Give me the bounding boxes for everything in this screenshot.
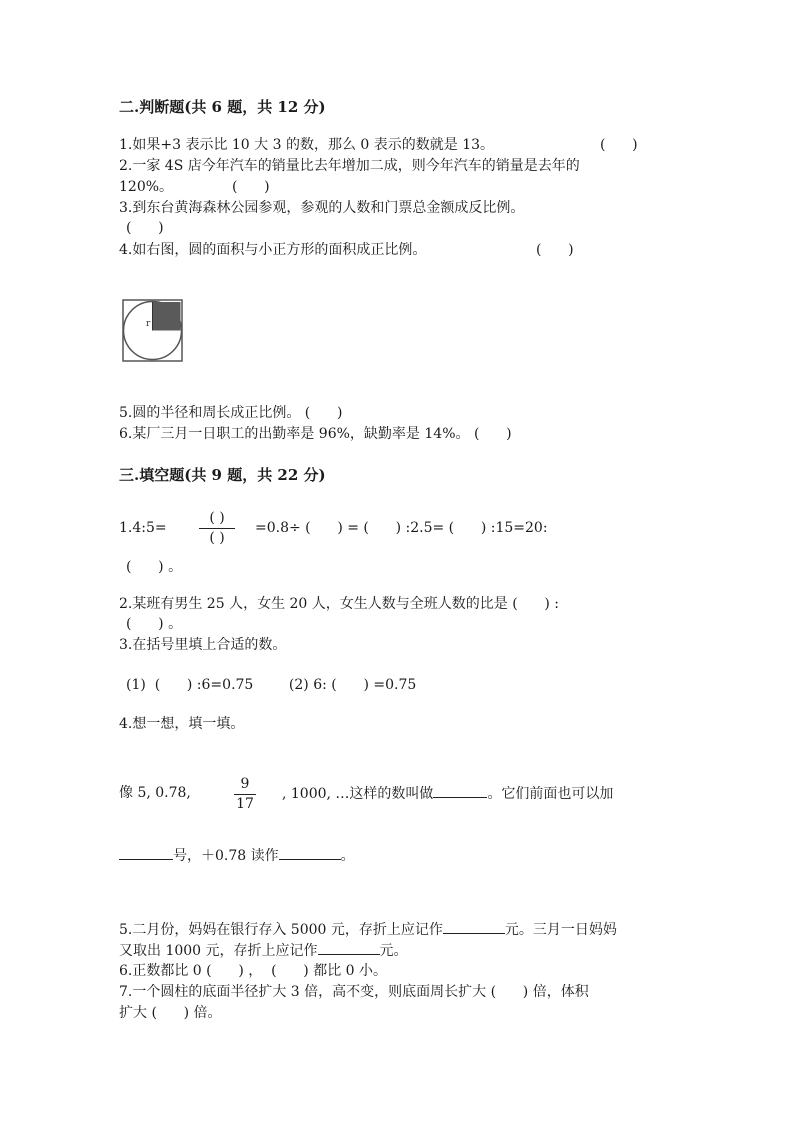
- fill-q4-line2: [119, 845, 355, 866]
- fill-q4-blank-1[interactable]: [433, 783, 487, 798]
- small-shaded-square: [153, 302, 181, 331]
- judge-q3-line1: 3.到东台黄海森林公园参观，参观的人数和门票总金额成反比例。: [119, 200, 525, 216]
- radius-label: r: [146, 319, 151, 329]
- fill-q5-blank-2[interactable]: [318, 940, 380, 955]
- fill-q4-text2a: , 1000, …这样的数叫做: [282, 786, 434, 802]
- fill-q1-rest: =0.8÷ ( ) = ( ) :2.5= ( ) :15=20:: [255, 520, 548, 536]
- fill-q4-fraction: [234, 776, 256, 813]
- fill-q4: 4.想一想，填一填。: [119, 716, 245, 732]
- fill-q5-line2: [119, 940, 408, 961]
- judge-q2-answer-paren[interactable]: ( ): [232, 179, 270, 195]
- fill-q1-tail: ( ) 。: [126, 559, 183, 575]
- judge-q2-line1: 2.一家 4S 店今年汽车的销量比去年增加二成，则今年汽车的销量是去年的: [119, 158, 580, 174]
- fill-q5-text2: 元。三月一日妈妈: [504, 922, 617, 938]
- fill-q3: 3.在括号里填上合适的数。: [119, 637, 287, 653]
- fill-q7-line2: 扩大 ( ) 倍。: [119, 1005, 222, 1021]
- judge-q3-answer-paren[interactable]: ( ): [126, 220, 164, 236]
- fill-q4-text3: 号，＋0.78 读作: [173, 848, 279, 864]
- fill-q2-line1: 2.某班有男生 25 人，女生 20 人，女生人数与全班人数的比是 ( ) :: [119, 596, 560, 612]
- fill-q1-fraction[interactable]: [199, 510, 235, 547]
- fill-q3-subquestions: (1) ( ) :6=0.75 (2) 6: ( ) =0.75: [126, 677, 417, 693]
- section2-title: 二.判断题(共 6 题，共 12 分): [119, 98, 326, 116]
- judge-q6: 6.某厂三月一日职工的出勤率是 96%，缺勤率是 14%。 ( ): [119, 426, 512, 442]
- judge-q1-answer-paren[interactable]: ( ): [600, 137, 638, 153]
- fill-q2-line2: ( ) 。: [126, 616, 183, 632]
- fill-q1-fraction-denominator: ( ): [209, 530, 225, 546]
- judge-q1: 1.如果+3 表示比 10 大 3 的数，那么 0 表示的数就是 13。: [119, 137, 495, 153]
- fill-q1-prefix: 1.4:5=: [119, 520, 167, 536]
- fill-q7-line1: 7.一个圆柱的底面半径扩大 3 倍，高不变，则底面周长扩大 ( ) 倍，体积: [119, 984, 589, 1000]
- fill-q4-text1: 像 5, 0.78,: [119, 785, 191, 801]
- judge-q2-line2: 120%。: [119, 179, 174, 195]
- fraction-bar: [199, 528, 235, 529]
- judge-q5: 5.圆的半径和周长成正比例。 ( ): [119, 405, 343, 421]
- fill-q5-text3: 又取出 1000 元，存折上应记作: [119, 943, 318, 959]
- fill-q5-line1: [119, 919, 617, 940]
- fill-q4-fraction-denominator: 17: [236, 796, 254, 812]
- fraction-bar: [234, 794, 256, 795]
- fill-q4-blank-2[interactable]: [119, 845, 173, 860]
- fill-q4-text4: 。: [340, 848, 355, 864]
- fill-q4-text2b: 。它们前面也可以加: [487, 786, 614, 802]
- fill-q1-fraction-numerator: ( ): [209, 510, 225, 526]
- circle-square-figure: [119, 294, 187, 366]
- fill-q5-text4: 元。: [379, 943, 408, 959]
- fill-q4-text2: [282, 783, 613, 804]
- section3-title: 三.填空题(共 9 题，共 22 分): [119, 466, 326, 484]
- fill-q6: 6.正数都比 0 ( ) ， ( ) 都比 0 小。: [119, 963, 388, 979]
- fill-q5-blank-1[interactable]: [443, 919, 505, 934]
- fill-q5-text1: 5.二月份，妈妈在银行存入 5000 元，存折上应记作: [119, 922, 443, 938]
- judge-q4: 4.如右图，圆的面积与小正方形的面积成正比例。: [119, 242, 427, 258]
- fill-q4-fraction-numerator: 9: [240, 776, 250, 792]
- judge-q4-answer-paren[interactable]: ( ): [536, 242, 574, 258]
- fill-q4-blank-3[interactable]: [279, 845, 341, 860]
